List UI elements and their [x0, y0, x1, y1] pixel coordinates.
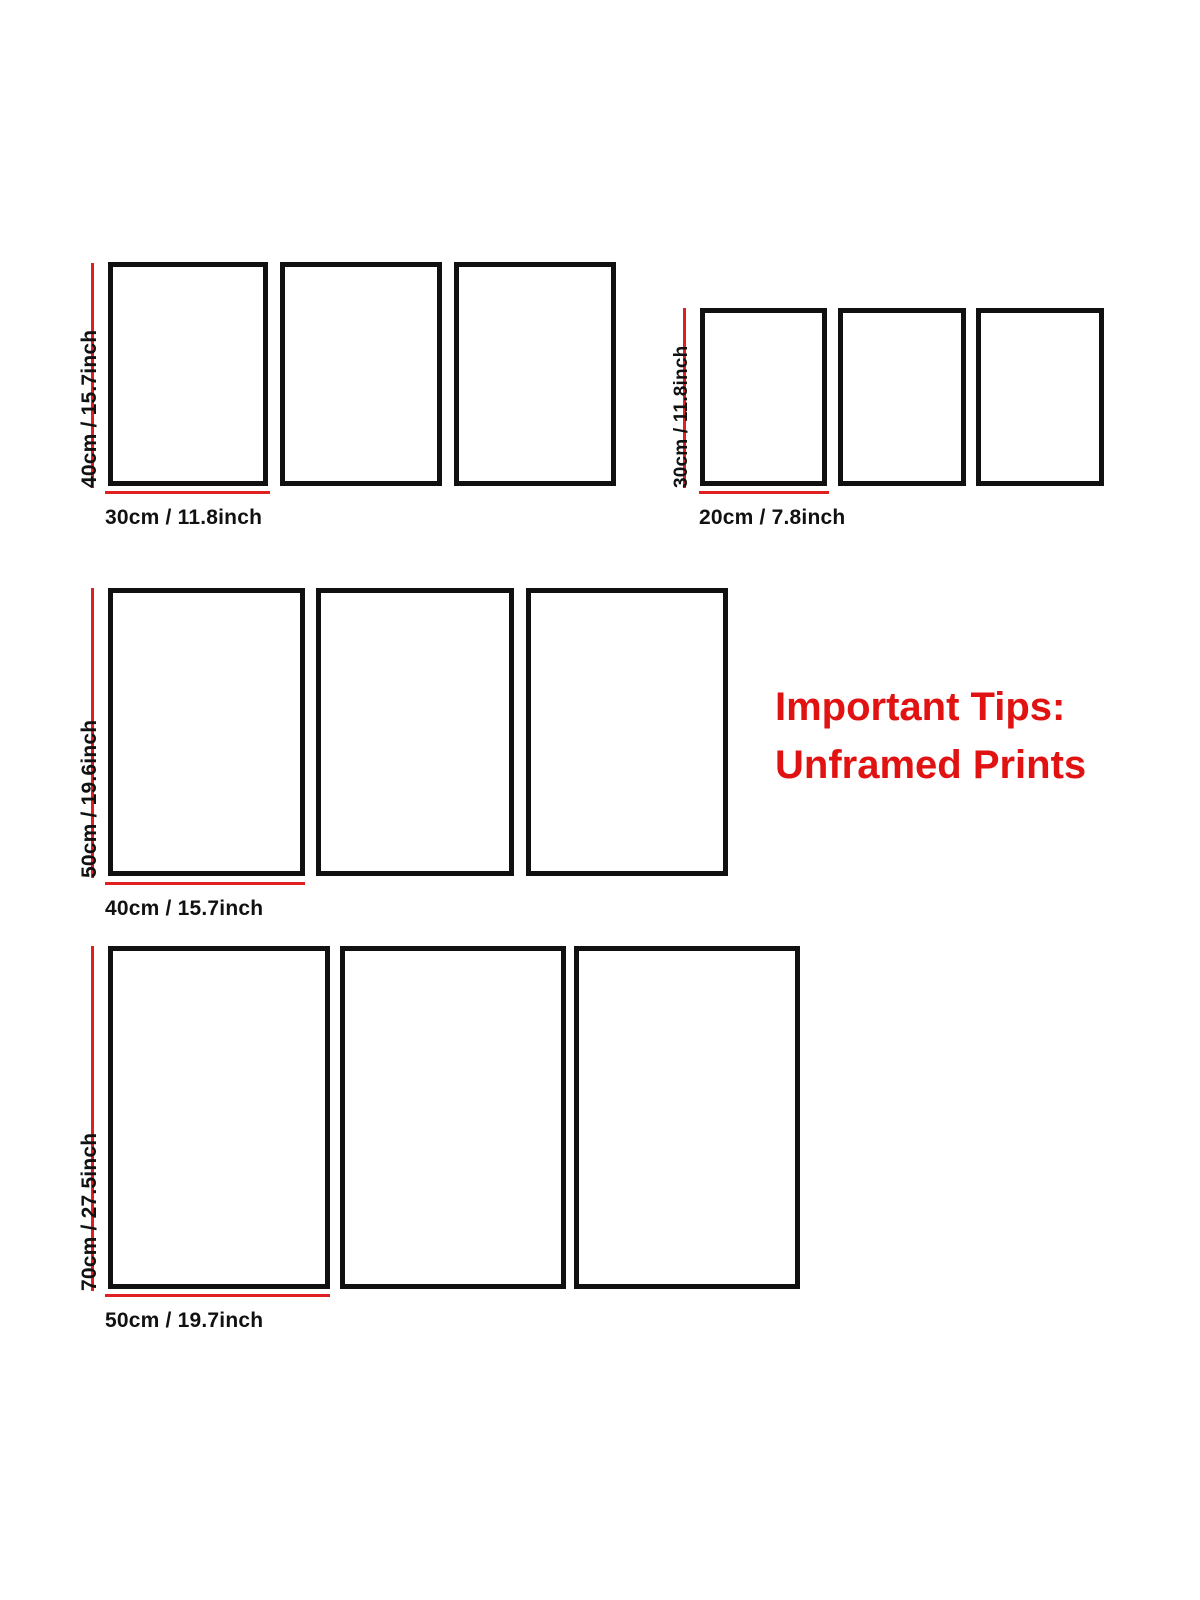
print-panel [526, 588, 728, 876]
width-bar-70x50 [105, 1294, 330, 1297]
height-label-30x20: 30cm / 11.8inch [671, 345, 692, 488]
print-panel [280, 262, 442, 486]
width-bar-40x30 [105, 491, 270, 494]
print-panel [108, 262, 268, 486]
width-bar-50x40 [105, 882, 305, 885]
print-panel [454, 262, 616, 486]
important-tips-text [775, 678, 1086, 794]
print-panel [700, 308, 827, 486]
width-label-70x50: 50cm / 19.7inch [105, 1309, 264, 1332]
width-label-30x20: 20cm / 7.8inch [699, 506, 846, 529]
height-label-70x50: 70cm / 27.5inch [78, 1132, 101, 1291]
width-label-40x30: 30cm / 11.8inch [105, 506, 263, 529]
print-panel [340, 946, 566, 1289]
tips-line-2: Unframed Prints [775, 743, 1087, 787]
height-label-50x40: 50cm / 19.6inch [78, 719, 101, 878]
print-panel [976, 308, 1104, 486]
tips-line-1: Important Tips: [775, 685, 1066, 729]
height-label-40x30: 40cm / 15.7inch [78, 329, 101, 488]
print-panel [838, 308, 966, 486]
width-label-50x40: 40cm / 15.7inch [105, 897, 264, 920]
print-panel [316, 588, 514, 876]
print-panel [574, 946, 800, 1289]
print-panel [108, 588, 305, 876]
print-panel [108, 946, 330, 1289]
width-bar-30x20 [699, 491, 829, 494]
